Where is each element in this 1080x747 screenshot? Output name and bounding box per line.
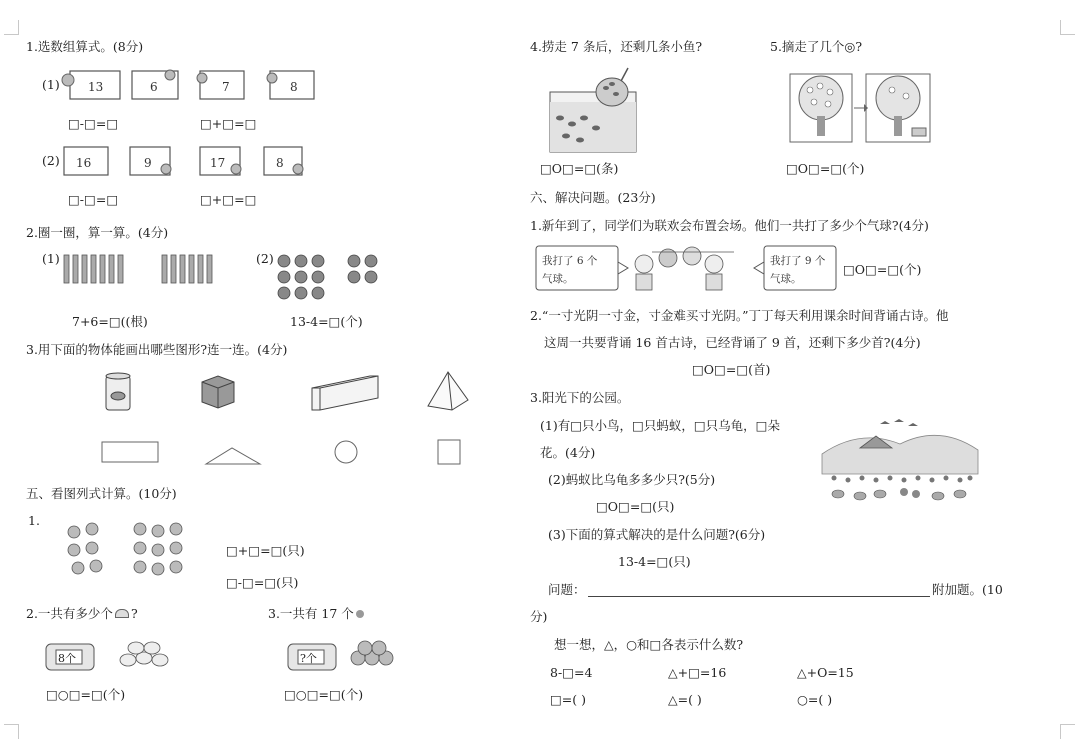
card-text: 6 <box>150 80 158 94</box>
pyramid-icon <box>428 372 468 410</box>
question-label: 问题： <box>548 582 586 597</box>
q1-equation-add-2: □+□=□ <box>200 192 257 207</box>
bonus-prompt: 想一想，△，○和□各表示什么数? <box>554 637 744 652</box>
q2-label-2: (2) <box>256 251 274 266</box>
q2-equation-2: 13-4=□(个) <box>290 314 363 329</box>
q5-equation: □O□=□(个) <box>786 161 865 176</box>
park-illustration <box>820 414 980 506</box>
s5-q1-equation-1: □+□=□(只) <box>226 543 305 558</box>
s6-q3-part1-line-1: (1)有□只小鸟，□只蚂蚁，□只乌龟，□朵 <box>540 418 780 433</box>
s5-q2-title <box>26 606 138 622</box>
s5-q3-equation: □○□=□(个) <box>284 687 364 702</box>
card-text: 13 <box>88 80 104 94</box>
speech-text-right-2: 气球。 <box>770 273 802 285</box>
s5-q3-title-text: 3.一共有 17 个 <box>268 606 354 621</box>
q1-title: 1.选数组算式。(8分) <box>26 39 144 54</box>
q1-part2-label: (2) <box>42 153 60 168</box>
crop-mark-top-left <box>4 20 19 35</box>
q1-equation-subtract-1: □-□=□ <box>68 116 119 131</box>
number-card-6 <box>130 147 171 175</box>
number-card-4 <box>267 71 314 99</box>
s6-q1-title: 1.新年到了，同学们为联欢会布置会场。他们一共打了多少个气球?(4分) <box>530 218 929 233</box>
s6-q2-line-2: 这周一共要背诵 16 首古诗，已经背诵了 9 首，还剩下多少首?(4分) <box>544 335 921 350</box>
s6-q3-part2: (2)蚂蚁比乌龟多多少只?(5分) <box>548 472 716 487</box>
sticks-illustration <box>62 253 222 287</box>
crop-mark-top-right <box>1060 20 1075 35</box>
s6-q3-title: 3.阳光下的公园。 <box>530 390 630 405</box>
basket-label: 8个 <box>58 652 76 665</box>
snails-illustration <box>62 520 212 578</box>
q5-title: 5.摘走了几个◎? <box>770 39 863 54</box>
s5-q2-question-mark: ? <box>130 606 138 621</box>
question-answer-line[interactable] <box>588 596 930 597</box>
bonus-answer-circle[interactable]: ○=( ) <box>797 692 833 707</box>
bonus-equation-1: 8-□=4 <box>550 665 593 680</box>
bonus-title-tail: 附加题。(10 <box>932 582 1003 597</box>
q4-title: 4.捞走 7 条后，还剩几条小鱼? <box>530 39 703 54</box>
section-5-title: 五、看图列式计算。(10分) <box>26 486 177 501</box>
number-card-3 <box>197 71 244 99</box>
rectangle-shape <box>102 442 158 462</box>
square-shape <box>438 440 460 464</box>
q3-objects-and-shapes <box>90 370 480 470</box>
number-card-1 <box>62 71 120 99</box>
speech-bubble-left <box>536 246 628 290</box>
apple-icon <box>356 610 364 618</box>
s5-q2-equation: □○□=□(个) <box>46 687 126 702</box>
bonus-answer-square[interactable]: □=( ) <box>550 692 587 707</box>
number-card-2 <box>132 70 178 99</box>
speech-text-left-2: 气球。 <box>542 273 574 285</box>
card-text: 8 <box>290 80 298 94</box>
can-icon <box>106 373 130 410</box>
crop-mark-bottom-left <box>4 724 19 739</box>
s5-q1-label: 1. <box>28 513 40 528</box>
s6-q3-part2-equation: □O□=□(只) <box>596 499 675 514</box>
s6-q2-equation: □O□=□(首) <box>692 362 771 377</box>
card-text: 17 <box>210 156 226 170</box>
speech-text-left-1: 我打了 6 个 <box>542 255 598 267</box>
q3-title: 3.用下面的物体能画出哪些图形?连一连。(4分) <box>26 342 288 357</box>
section-6-title: 六、解决问题。(23分) <box>530 190 656 205</box>
s6-q3-part3-equation: 13-4=□(只) <box>618 554 691 569</box>
q2-label-1: (1) <box>42 251 60 266</box>
fish-tank-illustration <box>546 62 646 154</box>
q2-equation-1: 7+6=□((根) <box>72 314 148 329</box>
number-card-8 <box>264 147 303 175</box>
card-text: 16 <box>76 156 92 170</box>
s5-q3-title <box>268 606 364 622</box>
basket-label: ?个 <box>300 652 317 665</box>
s6-q3-part1-line-2: 花。(4分) <box>540 445 596 460</box>
triangle-shape <box>206 448 260 464</box>
crop-mark-bottom-right <box>1060 724 1075 739</box>
q1-equation-add-1: □+□=□ <box>200 116 257 131</box>
q1-number-cards-row1 <box>60 68 320 102</box>
card-text: 7 <box>222 80 230 94</box>
s5-q3-basket-illustration <box>286 634 406 674</box>
number-card-7 <box>200 147 241 175</box>
card-text: 9 <box>144 156 152 170</box>
apple-trees-illustration <box>788 68 938 144</box>
q1-number-cards-row2 <box>60 144 320 178</box>
q1-equation-subtract-2: □-□=□ <box>68 192 119 207</box>
s5-q2-title-text: 2.一共有多少个 <box>26 606 113 621</box>
box-icon <box>312 376 378 410</box>
q1-part1-label: (1) <box>42 77 60 92</box>
bonus-answer-triangle[interactable]: △=( ) <box>668 692 702 707</box>
number-card-5 <box>64 147 108 175</box>
speech-text-right-1: 我打了 9 个 <box>770 255 826 267</box>
apples-illustration <box>274 253 384 303</box>
cake-icon <box>115 609 129 618</box>
circle-shape <box>335 441 357 463</box>
s6-q2-line-1: 2.“一寸光阴一寸金，寸金难买寸光阴。”丁丁每天利用课余时间背诵古诗。他 <box>530 308 949 323</box>
balloon-scene-illustration <box>534 242 840 294</box>
s5-q1-equation-2: □-□=□(只) <box>226 575 299 590</box>
s6-q3-part3: (3)下面的算式解决的是什么问题?(6分) <box>548 527 766 542</box>
cube-icon <box>202 376 234 408</box>
card-text: 8 <box>276 156 284 170</box>
bonus-title-tail-2: 分) <box>530 609 548 624</box>
q2-title: 2.圈一圈，算一算。(4分) <box>26 225 169 240</box>
bonus-equation-3: △+O=15 <box>797 665 854 680</box>
s5-q2-basket-illustration <box>44 634 184 674</box>
children-illustration <box>635 247 734 290</box>
s6-q1-equation: □O□=□(个) <box>843 262 922 277</box>
speech-bubble-right <box>754 246 836 290</box>
q4-equation: □O□=□(条) <box>540 161 619 176</box>
bonus-equation-2: △+□=16 <box>668 665 727 680</box>
